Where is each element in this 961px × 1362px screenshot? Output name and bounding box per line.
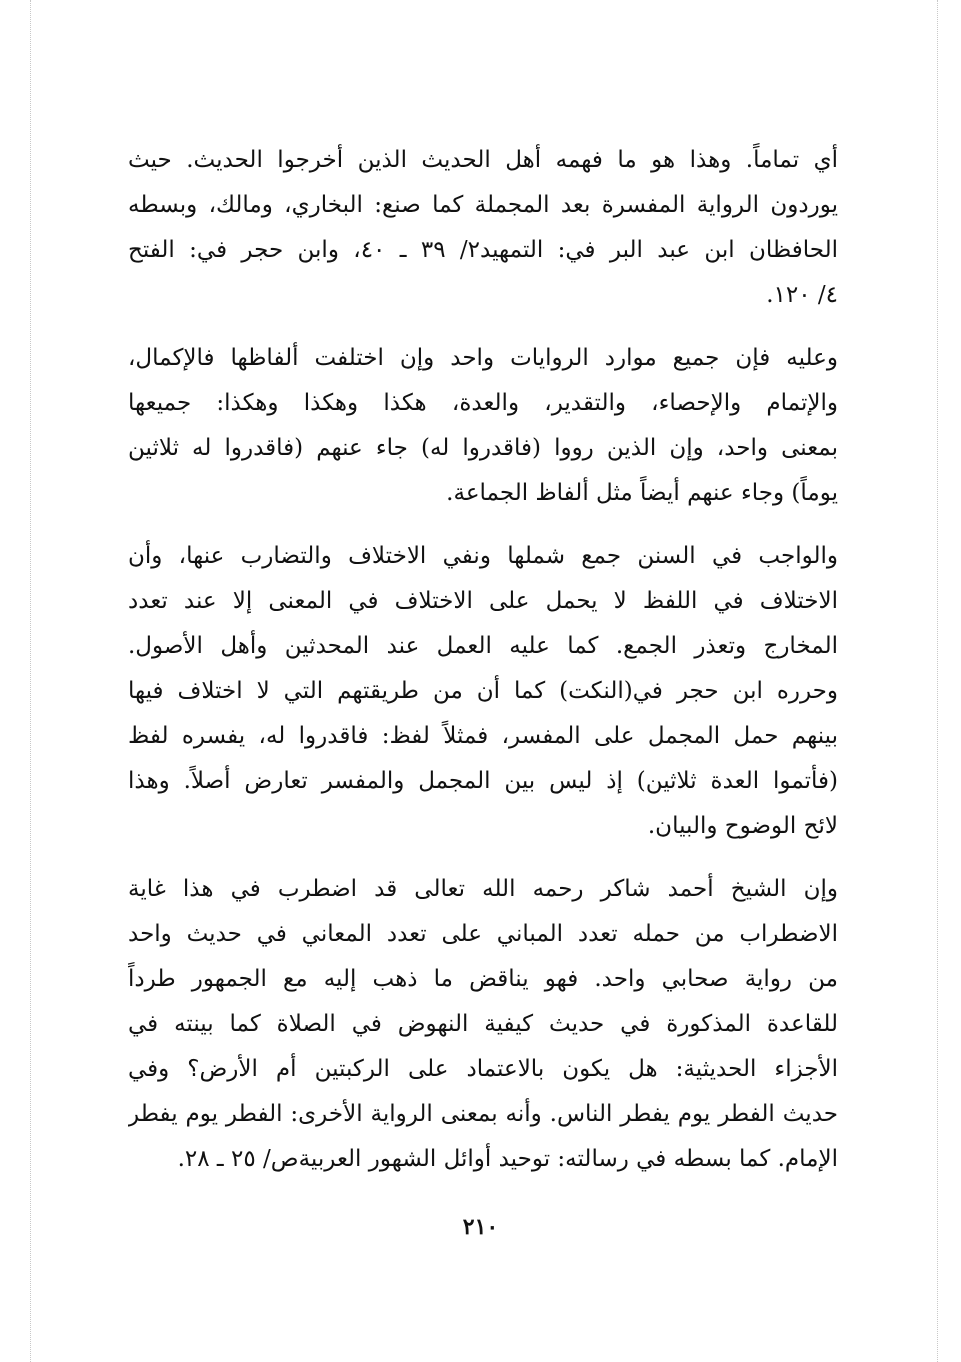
text-line: وحرره ابن حجر في(النكت) كما أن من طريقتهم التي لا اختلاف فيها <box>128 678 838 704</box>
body-text <box>128 138 838 1200</box>
paragraph-2 <box>128 336 838 516</box>
scan-edge-dots-left <box>30 0 32 1362</box>
text-line: بينهم حمل المجمل على المفسر، فمثلاً لفظ: فاقدروا له، يفسره لفظ <box>128 723 838 749</box>
text-line: للقاعدة المذكورة في حديث كيفية النهوض في الصلاة كما بينته في <box>128 1011 838 1037</box>
paragraph-3 <box>128 534 838 849</box>
text-line: الحافظان ابن عبد البر في: التمهيد٢/ ٣٩ ـ ٤٠، وابن حجر في: الفتح <box>128 237 838 263</box>
text-line: حديث الفطر يوم يفطر الناس. وأنه بمعنى الرواية الأخرى: الفطر يوم يفطر <box>128 1101 838 1127</box>
text-line: يوماً) وجاء عنهم أيضاً مثل ألفاظ الجماعة. <box>446 480 838 506</box>
text-line: لائح الوضوح والبيان. <box>647 813 838 839</box>
text-line: الإمام. كما بسطه في رسالته: توحيد أوائل الشهور العربيةص/ ٢٥ ـ ٢٨. <box>177 1146 838 1172</box>
text-line: والواجب في السنن جمع شملها ونفي الاختلاف والتضارب عنها، وأن <box>128 543 838 569</box>
text-line: بمعنى واحد، وإن الذين رووا (فاقدروا له) جاء عنهم (فاقدروا له ثلاثين <box>128 435 838 461</box>
scan-edge-dots-right <box>937 0 939 1362</box>
text-line: يوردون الرواية المفسرة بعد المجملة كما صنع: البخاري، ومالك، وبسطه <box>128 192 838 218</box>
text-line: الأجزاء الحديثية: هل يكون بالاعتماد على الركبتين أم الأرض؟ وفي <box>128 1056 838 1082</box>
text-line: الاضطراب من حمله تعدد المباني على تعدد المعاني في حديث واحد <box>128 921 838 947</box>
text-line: ٤/ ١٢٠. <box>766 282 838 308</box>
page-number: ٢١٠ <box>462 1214 499 1240</box>
text-line: وعليه فإن جميع موارد الروايات واحد وإن اختلفت ألفاظها فالإكمال، <box>128 345 838 371</box>
text-line: (فأتموا العدة ثلاثين) إذ ليس بين المجمل والمفسر تعارض أصلاً. وهذا <box>128 768 838 794</box>
text-line: أي تماماً. وهذا هو ما فهمه أهل الحديث الذين أخرجوا الحديث. حيث <box>128 147 838 173</box>
text-line: من رواية صحابي واحد. فهو يناقض ما ذهب إليه مع الجمهور طرداً <box>128 966 838 992</box>
text-line: المخارج وتعذر الجمع. كما عليه العمل عند المحدثين وأهل الأصول. <box>128 633 838 659</box>
paragraph-1 <box>128 138 838 318</box>
text-line: وإن الشيخ أحمد شاكر رحمه الله تعالى قد اضطرب في هذا غاية <box>128 876 838 902</box>
text-line: والإتمام والإحصاء، والتقدير، والعدة، هكذا وهكذا وهكذا: جميعها <box>128 390 838 416</box>
text-line: الاختلاف في اللفظ لا يحمل على الاختلاف في المعنى إلا عند تعدد <box>128 588 838 614</box>
paragraph-4 <box>128 867 838 1182</box>
